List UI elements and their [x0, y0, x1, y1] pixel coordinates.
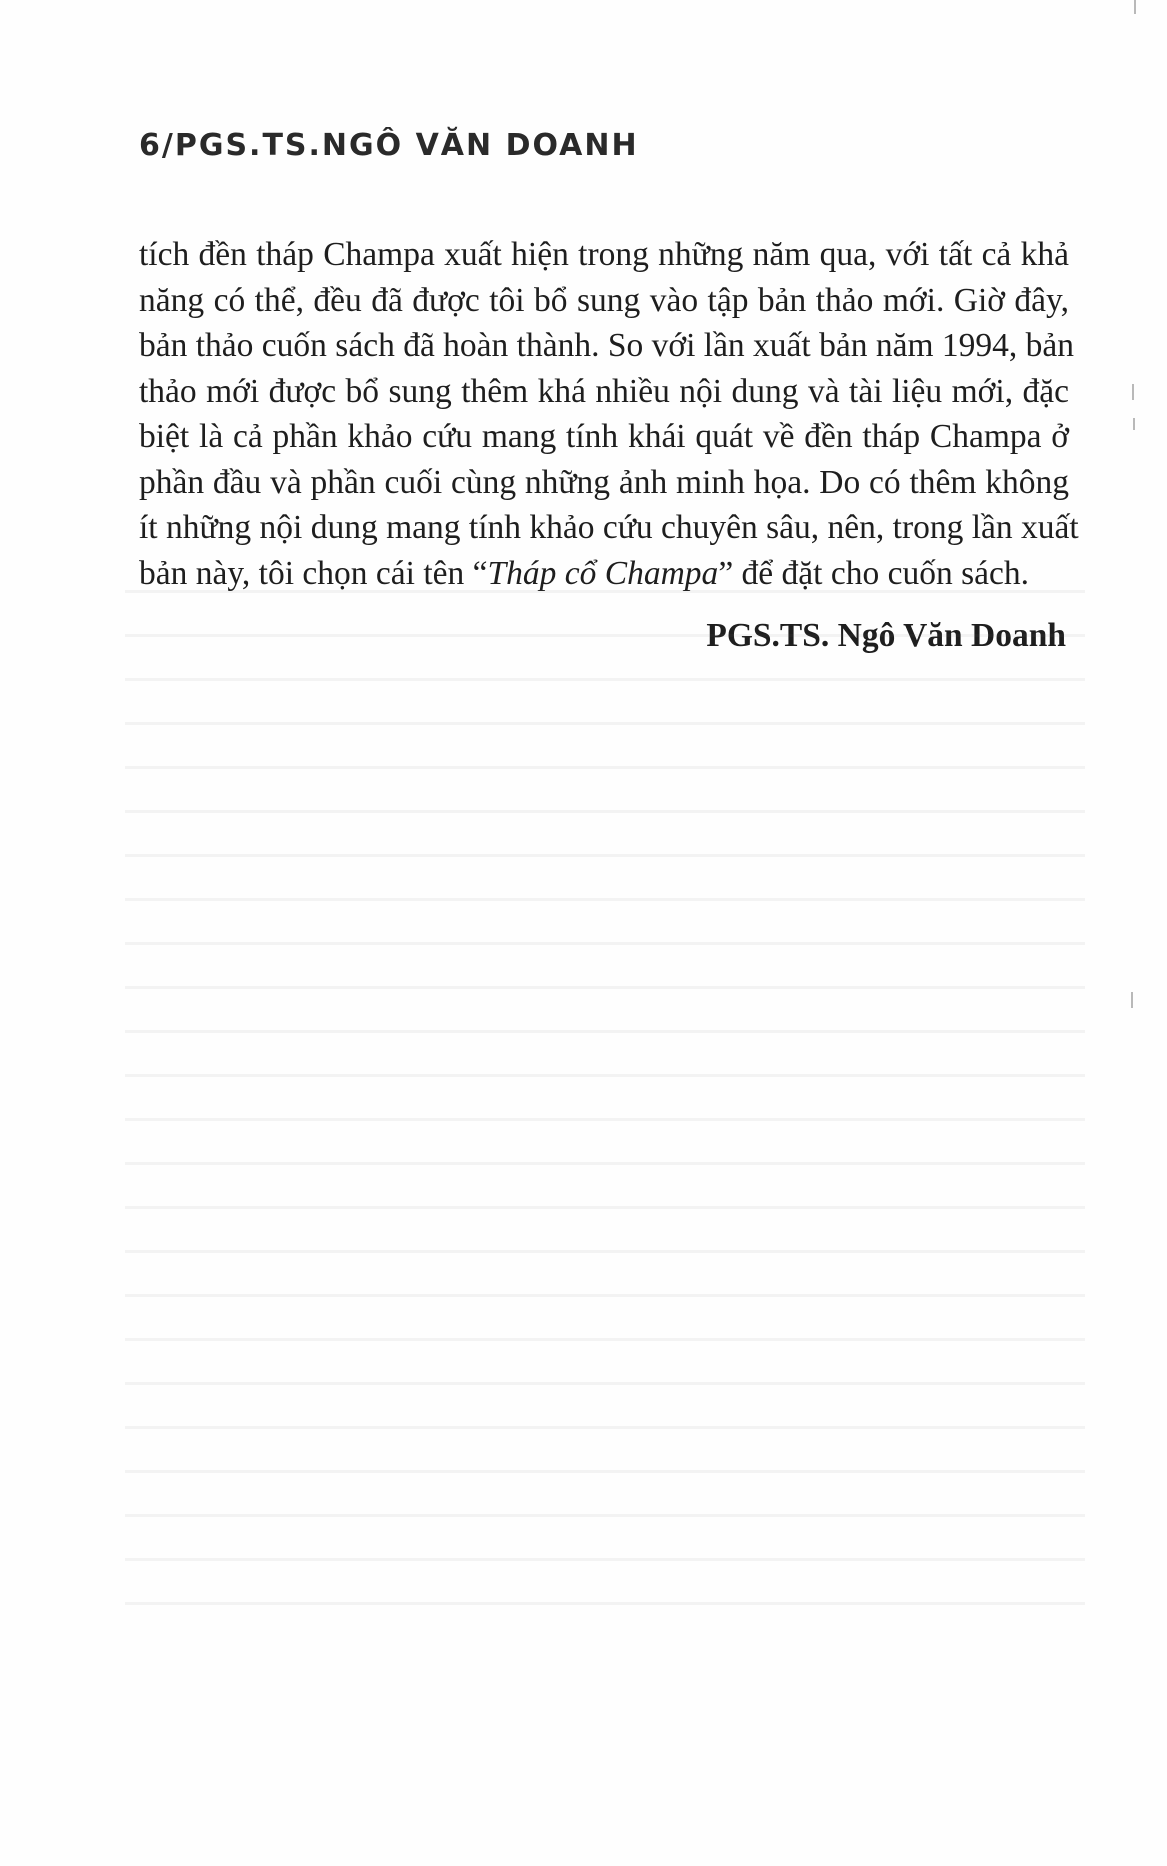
text-line-last [139, 551, 1069, 597]
text-line: tích đền tháp Champa xuất hiện trong những năm qua, với tất cả khả [139, 236, 1069, 273]
text-line: thảo mới được bổ sung thêm khá nhiều nội dung và tài liệu mới, đặc [139, 372, 1069, 410]
running-header: 6/PGS.TS.NGÔ VĂN DOANH [139, 128, 639, 163]
text-line: phần đầu và phần cuối cùng những ảnh minh họa. Do có thêm không [139, 463, 1069, 501]
scan-edge-mark [1133, 418, 1135, 430]
text-line: biệt là cả phần khảo cứu mang tính khái quát về đền tháp Champa ở [139, 418, 1069, 455]
text-segment: ” để đặt cho cuốn sách. [718, 554, 1029, 592]
body-paragraph [139, 232, 1079, 596]
scan-edge-mark [1132, 384, 1134, 400]
scan-edge-mark [1131, 992, 1133, 1008]
text-line: ít những nội dung mang tính khảo cứu chuyên sâu, nên, trong lần xuất [139, 509, 1079, 546]
text-line: năng có thể, đều đã được tôi bổ sung vào tập bản thảo mới. Giờ đây, [139, 281, 1069, 319]
book-title-italic: Tháp cổ Champa [487, 554, 719, 592]
text-segment: bản này, tôi chọn cái tên “ [139, 554, 488, 592]
scan-edge-mark [1134, 0, 1136, 14]
text-line: bản thảo cuốn sách đã hoàn thành. So với lần xuất bản năm 1994, bản [139, 327, 1075, 364]
author-signature: PGS.TS. Ngô Văn Doanh [706, 617, 1066, 654]
bleed-through-shadow [125, 590, 1085, 1700]
